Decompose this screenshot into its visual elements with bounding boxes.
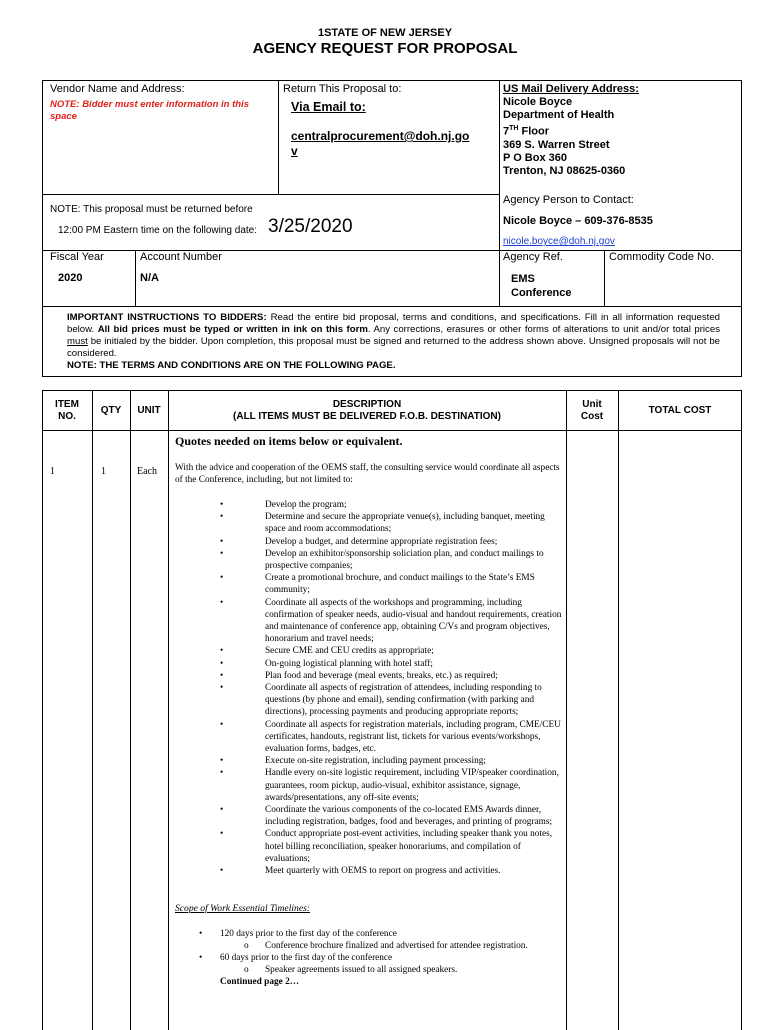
task-item bbox=[220, 597, 563, 646]
bullet-icon: • bbox=[220, 646, 224, 657]
bullet-icon: • bbox=[220, 829, 224, 840]
timeline-1-sub: Conference brochure finalized and advertised for attendee registration. bbox=[265, 941, 528, 951]
task-text: Coordinate all aspects for registration materials, including program, CME/CEU certificates, handouts, registrant list, tickets for various events/workshops, evaluation forms, badges, etc. bbox=[265, 719, 561, 755]
agency-ref-label: Agency Ref. bbox=[503, 251, 563, 263]
task-text: Handle every on-site logistic requirement, including VIP/speaker coordination, guarantees, room pickup, audio-visual, exhibitor assistance, signage, awards/presentations, any off-site events; bbox=[265, 768, 559, 803]
timeline-2: 60 days prior to the first day of the conference bbox=[220, 953, 393, 963]
task-text: Secure CME and CEU credits as appropriate; bbox=[265, 646, 434, 657]
vendor-label: Vendor Name and Address: bbox=[50, 83, 185, 95]
account-number-value: N/A bbox=[140, 272, 159, 284]
col-item-no: ITEM NO. bbox=[55, 399, 79, 422]
item-intro: With the advice and cooperation of the OEMS staff, the consulting service would coordinate all aspects of the Conference, including, but not limited to: bbox=[175, 463, 560, 486]
return-email[interactable]: centralprocurement@doh.nj.go v bbox=[291, 129, 470, 158]
bullet-icon: • bbox=[220, 805, 224, 816]
timelines-title: Scope of Work Essential Timelines: bbox=[175, 903, 311, 914]
task-text: Plan food and beverage (meal events, breaks, etc.) as required; bbox=[265, 670, 498, 681]
task-text: Create a promotional brochure, and conduct mailings to the State’s EMS community; bbox=[265, 573, 535, 596]
item-qty: 1 bbox=[101, 466, 106, 477]
deadline-date: 3/25/2020 bbox=[268, 216, 353, 237]
mail-address: US Mail Delivery Address: Nicole Boyce Department of Health 7TH Floor 369 S. Warren Street P O Box 360 Trenton, NJ 08625-0360 bbox=[503, 83, 639, 177]
task-text: Conduct appropriate post-event activities, including speaker thank you notes, hotel billing reconciliation, speaker honorariums, and compilation of evaluations; bbox=[265, 829, 553, 864]
continued-note: Continued page 2… bbox=[220, 977, 300, 987]
account-number-label: Account Number bbox=[140, 251, 222, 263]
commodity-code-label: Commodity Code No. bbox=[609, 251, 715, 263]
timeline-bullet-1: • bbox=[199, 929, 203, 939]
fiscal-year-value: 2020 bbox=[58, 272, 83, 284]
bullet-icon: • bbox=[220, 500, 224, 510]
timeline-1: 120 days prior to the first day of the conference bbox=[220, 929, 397, 939]
bidder-instructions: IMPORTANT INSTRUCTIONS TO BIDDERS: Read the entire bid proposal, terms and conditions, and specifications. Fill in all information requested below. All bid prices must be typed or written in ink on this form. Any corrections, erasures or other forms of alterations to unit and/or total prices must be initialed by the bidder. Upon completion, this proposal must be signed and returned to the address shown above. Unsigned proposals will not be considered. bbox=[67, 312, 720, 359]
timeline-sub-bullet-2: o bbox=[244, 965, 249, 975]
item-unit: Each bbox=[137, 466, 157, 477]
contact-email-link[interactable]: nicole.boyce@doh.nj.gov bbox=[503, 236, 615, 247]
bullet-icon: • bbox=[220, 536, 224, 547]
task-text: Develop an exhibitor/sponsorship soliciation plan, and conduct mailings to prospective companies; bbox=[265, 548, 544, 572]
return-label: Return This Proposal to: bbox=[283, 83, 402, 95]
task-text: Coordinate all aspects of the workshops and programming, including confirmation of speaker needs, audio-visual and handout requirements, creation and maintenance of conference app, obtaining C/Vs and program objectives, honorarium and travel needs; bbox=[265, 597, 562, 645]
bullet-icon: • bbox=[220, 670, 224, 681]
contact-label: Agency Person to Contact: bbox=[503, 194, 634, 206]
task-text: Develop a budget, and determine appropriate registration fees; bbox=[265, 536, 498, 547]
contact-name-phone: Nicole Boyce – 609-376-8535 bbox=[503, 215, 653, 227]
bullet-icon: • bbox=[220, 573, 224, 584]
task-list bbox=[220, 499, 563, 877]
task-text: Determine and secure the appropriate venue(s), including banquet, meeting space and room accommodations; bbox=[265, 512, 545, 535]
timeline-2-sub: Speaker agreements issued to all assigned speakers. bbox=[265, 965, 458, 975]
task-item bbox=[220, 658, 563, 670]
bullet-icon: • bbox=[220, 683, 224, 694]
item-heading: Quotes needed on items below or equivalent. bbox=[175, 434, 403, 448]
task-text: Coordinate all aspects of registration of attendees, including responding to questions (by phone and email), sending confirmation (with parking and directions), processing payments and producing appropriate reports; bbox=[265, 683, 542, 718]
task-item bbox=[220, 511, 563, 535]
task-item bbox=[220, 548, 563, 572]
task-item bbox=[220, 828, 563, 865]
bullet-icon: • bbox=[220, 719, 224, 730]
agency-ref-value: EMS Conference bbox=[511, 273, 572, 299]
col-unit: UNIT bbox=[137, 405, 161, 416]
vendor-note: NOTE: Bidder must enter information in this space bbox=[50, 99, 249, 122]
document-supertitle: 1STATE OF NEW JERSEY bbox=[317, 27, 453, 39]
col-description: DESCRIPTION (ALL ITEMS MUST BE DELIVERED F.O.B. DESTINATION) bbox=[233, 399, 501, 422]
timeline-sub-bullet-1: o bbox=[244, 941, 249, 951]
deadline-note: NOTE: This proposal must be returned before bbox=[50, 204, 253, 215]
bullet-icon: • bbox=[220, 866, 224, 877]
task-item bbox=[220, 767, 563, 804]
bullet-icon: • bbox=[220, 756, 224, 767]
task-text: Execute on-site registration, including payment processing; bbox=[265, 756, 487, 767]
col-total-cost: TOTAL COST bbox=[648, 405, 712, 416]
bullet-icon: • bbox=[220, 658, 224, 669]
timeline-bullet-2: • bbox=[199, 953, 203, 963]
task-item bbox=[220, 572, 563, 596]
task-text: Develop the program; bbox=[265, 500, 347, 510]
bullet-icon: • bbox=[220, 768, 224, 779]
task-text: Meet quarterly with OEMS to report on progress and activities. bbox=[265, 866, 501, 877]
task-item bbox=[220, 536, 563, 548]
task-item bbox=[220, 682, 563, 719]
task-item bbox=[220, 804, 563, 828]
col-qty: QTY bbox=[100, 405, 122, 416]
bullet-icon: • bbox=[220, 548, 224, 559]
task-item bbox=[220, 670, 563, 682]
deadline-time: 12:00 PM Eastern time on the following date: bbox=[58, 225, 258, 236]
terms-note: NOTE: THE TERMS AND CONDITIONS ARE ON THE FOLLOWING PAGE. bbox=[67, 360, 396, 371]
fiscal-year-label: Fiscal Year bbox=[50, 251, 104, 263]
task-text: Coordinate the various components of the co-located EMS Awards dinner, including registration, badges, food and beverages, and printing of programs; bbox=[265, 805, 553, 828]
document-title: AGENCY REQUEST FOR PROPOSAL bbox=[252, 40, 518, 57]
task-item bbox=[220, 865, 563, 877]
task-item bbox=[220, 719, 563, 756]
task-item bbox=[220, 755, 563, 767]
task-item bbox=[220, 499, 563, 511]
task-text: On-going logistical planning with hotel staff; bbox=[265, 658, 433, 669]
item-no: 1 bbox=[50, 466, 55, 477]
via-email-label: Via Email to: bbox=[291, 100, 366, 114]
bullet-icon: • bbox=[220, 597, 224, 608]
col-unit-cost: Unit Cost bbox=[580, 399, 604, 422]
mail-label: US Mail Delivery Address: bbox=[503, 83, 639, 95]
task-item bbox=[220, 645, 563, 657]
bullet-icon: • bbox=[220, 512, 224, 523]
